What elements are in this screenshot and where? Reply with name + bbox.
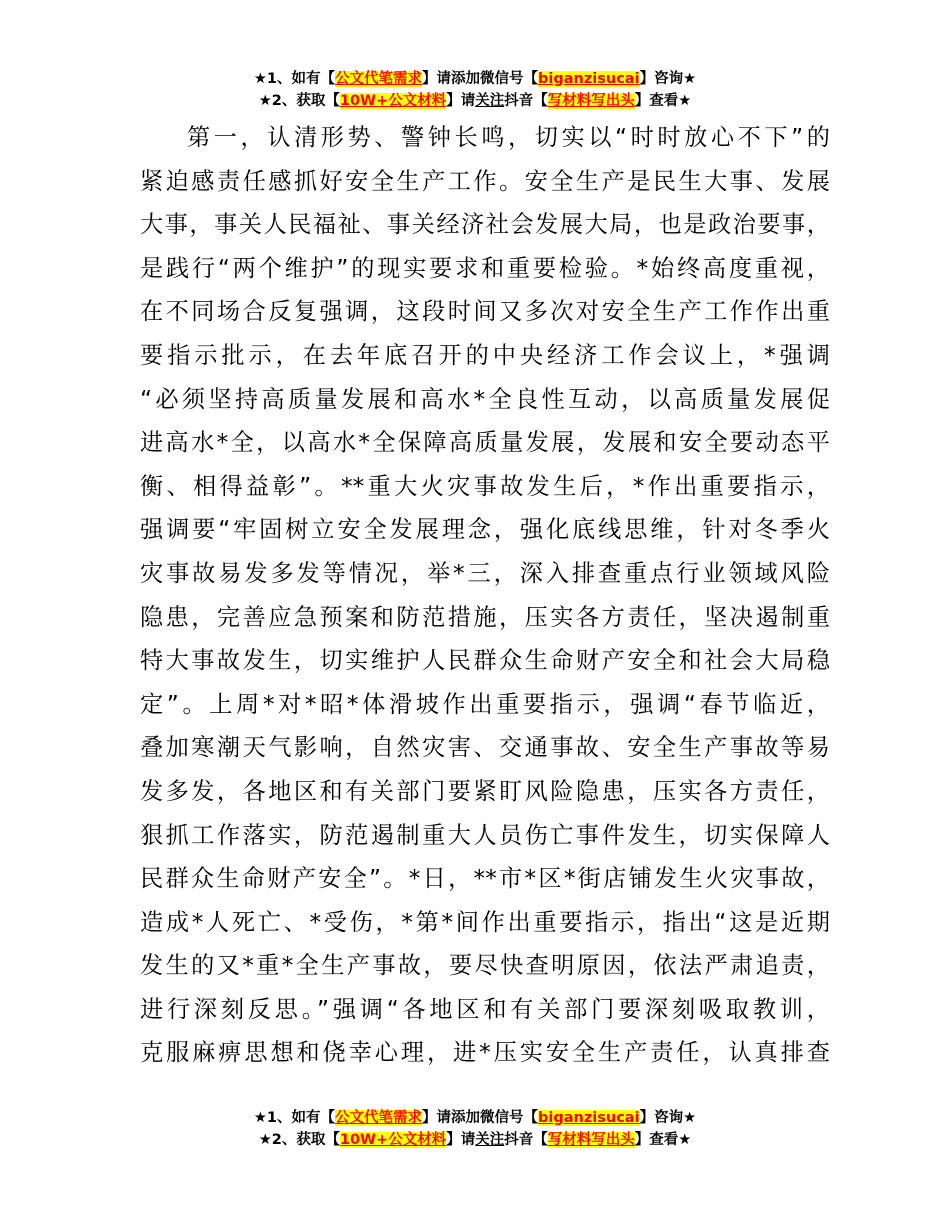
body-line: 灾事故易发多发等情况，举*三，深入排查重点行业领域风险	[140, 559, 830, 587]
footer-line-2	[0, 1129, 950, 1151]
footer-line-1	[0, 1107, 950, 1129]
header-line-2-text-a: ★2、获取【	[258, 93, 340, 109]
body-line: 狠抓工作落实，防范遏制重大人员伤亡事件发生，切实保障人	[140, 821, 830, 849]
header-line-2-text-b: 】请	[446, 93, 476, 109]
body-line: 在不同场合反复强调，这段时间又多次对安全生产工作作出重	[140, 298, 830, 326]
body-line: 民群众生命财产安全”。*日，**市*区*街店铺发生火灾事故，	[140, 865, 830, 893]
body-line: 紧迫感责任感抓好安全生产工作。安全生产是民生大事、发展	[140, 167, 830, 195]
footer-follow-underlined: 关注	[475, 1132, 505, 1148]
footer-highlight-wechat-id: biganzisucai	[538, 1110, 640, 1126]
body-line: 衡、相得益彰”。**重大火灾事故发生后，*作出重要指示，	[140, 472, 830, 500]
header-line-2-text-d: 】查看★	[634, 93, 692, 109]
footer-highlight-materials: 10W+公文材料	[339, 1132, 447, 1148]
body-line: 进行深刻反思。”强调“各地区和有关部门要深刻吸取教训，	[140, 995, 830, 1023]
document-body-paragraph	[140, 116, 830, 1075]
footer-line-2-text-d: 】查看★	[634, 1132, 692, 1148]
body-line: 发多发，各地区和有关部门要紧盯风险隐患，压实各方责任，	[140, 777, 830, 805]
footer-notice	[0, 1107, 950, 1151]
body-line: 克服麻痹思想和侥幸心理，进*压实安全生产责任，认真排查	[140, 1039, 830, 1067]
header-highlight-writing-service: 公文代笔需求	[335, 71, 423, 87]
body-line: 进高水*全，以高水*全保障高质量发展，发展和安全要动态平	[140, 429, 830, 457]
header-line-1-text-b: 】请添加微信号【	[422, 71, 539, 87]
header-notice	[0, 68, 950, 112]
body-line: 隐患，完善应急预案和防范措施，压实各方责任，坚决遏制重	[140, 603, 830, 631]
header-line-2-text-c: 抖音【	[504, 93, 548, 109]
body-line: 第一，认清形势、警钟长鸣，切实以“时时放心不下”的	[187, 124, 830, 151]
footer-highlight-writing-service: 公文代笔需求	[335, 1110, 423, 1126]
body-line: 造成*人死亡、*受伤，*第*间作出重要指示，指出“这是近期	[140, 908, 830, 936]
header-highlight-douyin-account: 写材料写出头	[547, 93, 635, 109]
body-line: 定”。上周*对*昭*体滑坡作出重要指示，强调“春节临近，	[140, 690, 830, 718]
footer-line-2-text-a: ★2、获取【	[258, 1132, 340, 1148]
body-line: 叠加寒潮天气影响，自然灾害、交通事故、安全生产事故等易	[140, 734, 830, 762]
footer-line-2-text-c: 抖音【	[504, 1132, 548, 1148]
footer-highlight-douyin-account: 写材料写出头	[547, 1132, 635, 1148]
header-highlight-wechat-id: biganzisucai	[538, 71, 640, 87]
header-highlight-materials: 10W+公文材料	[339, 93, 447, 109]
body-line: 大事，事关人民福祉、事关经济社会发展大局，也是政治要事，	[140, 211, 830, 239]
footer-line-1-text-c: 】咨询★	[639, 1110, 697, 1126]
body-line: 强调要“牢固树立安全发展理念，强化底线思维，针对冬季火	[140, 516, 830, 544]
footer-line-2-text-b: 】请	[446, 1132, 476, 1148]
body-line: 发生的又*重*全生产事故，要尽快查明原因，依法严肃追责，	[140, 952, 830, 980]
header-line-1-text-c: 】咨询★	[639, 71, 697, 87]
footer-line-1-text-a: ★1、如有【	[253, 1110, 336, 1126]
body-line: 要指示批示，在去年底召开的中央经济工作会议上，*强调	[140, 341, 830, 369]
header-line-1-text-a: ★1、如有【	[253, 71, 336, 87]
header-follow-underlined: 关注	[475, 93, 505, 109]
body-line: 特大事故发生，切实维护人民群众生命财产安全和社会大局稳	[140, 647, 830, 675]
body-line: “必须坚持高质量发展和高水*全良性互动，以高质量发展促	[140, 385, 830, 413]
body-line: 是践行“两个维护”的现实要求和重要检验。*始终高度重视，	[140, 254, 830, 282]
header-line-1	[0, 68, 950, 90]
footer-line-1-text-b: 】请添加微信号【	[422, 1110, 539, 1126]
header-line-2	[0, 90, 950, 112]
